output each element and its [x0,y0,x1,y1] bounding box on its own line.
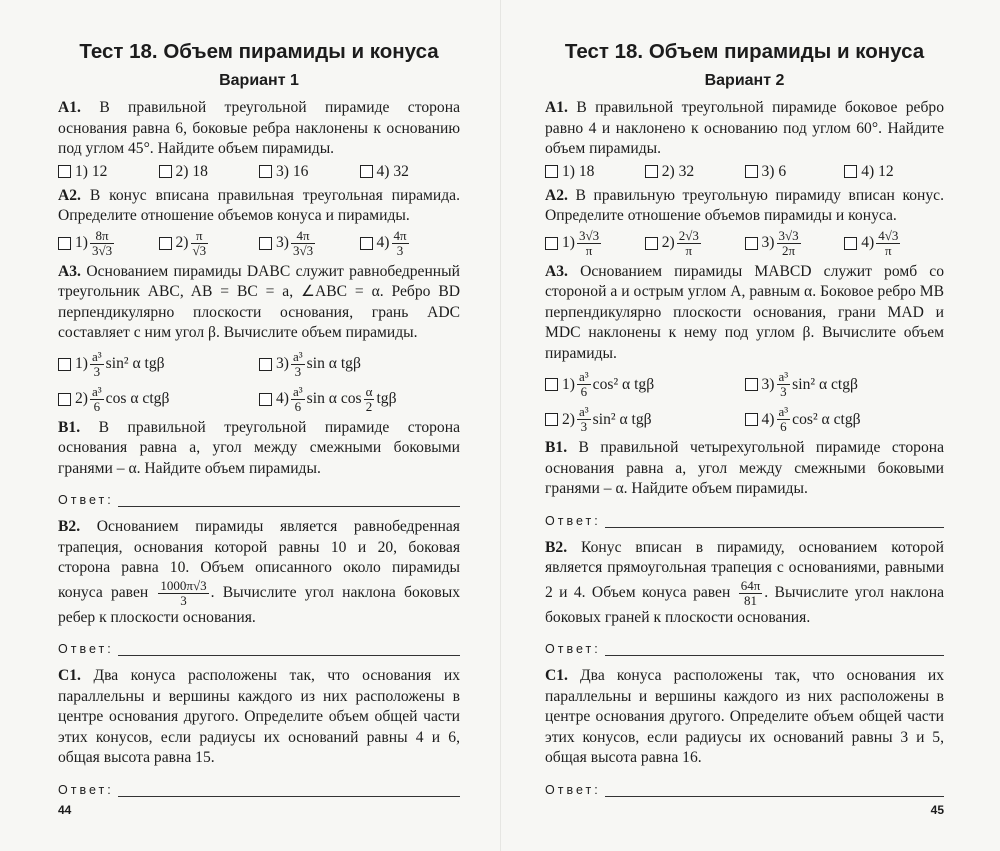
checkbox[interactable] [545,237,558,250]
denominator: 3 [180,592,187,608]
question-label: В1. [58,418,81,436]
question-text: Основанием пирамиды является равнобедренная трапеция, основания которой равны 10 и 20, боковая сторона равна 10. Объем описанного около пирамиды конуса равен [58,518,460,601]
option-expression: tgβ [376,390,397,407]
checkbox[interactable] [259,237,272,250]
answer-field-b2[interactable] [58,642,460,656]
a1-option-2[interactable] [159,162,260,182]
denominator: 6 [780,419,787,434]
fraction [577,370,591,399]
question-text: Основанием пирамиды DABC служит равнобедренный треугольник ABC, AB = BC = a, ∠ABC = α. Ребро BD перпендикулярно плоскости основания, грань ADC составляет с ним угол β. Вычислите объем пирамиды. [58,262,460,341]
option-label: 3) 16 [276,162,309,180]
checkbox[interactable] [645,237,658,250]
checkbox[interactable] [844,165,857,178]
fraction [291,229,315,258]
question-label: А3. [58,262,81,280]
a2-option-4[interactable] [844,229,944,258]
fraction [191,229,209,258]
page-number: 44 [58,803,72,817]
answer-label: Ответ: [58,642,114,656]
fraction [777,405,791,434]
option-number: 3) [276,234,289,251]
checkbox[interactable] [159,165,172,178]
fraction [777,370,791,399]
answer-field-b1[interactable] [58,493,460,507]
answer-label: Ответ: [545,782,601,797]
fraction [90,385,104,414]
checkbox[interactable] [259,393,272,406]
question-a2 [545,186,944,227]
answer-field-c1[interactable] [545,783,944,797]
question-text: Основанием пирамиды MABCD служит ромб со стороной a и острым углом A, равным α. Боковое ребро MB перпендикулярно плоскости основания, грани MAD и MDC наклонены к нему под углом β. Вычислите объем пирамиды. [545,262,944,362]
checkbox[interactable] [745,165,758,178]
answer-line[interactable] [118,783,460,797]
checkbox[interactable] [58,393,71,406]
answer-line[interactable] [605,642,944,656]
fraction [90,350,104,379]
option-number: 3) [761,234,775,251]
question-label: А1. [545,99,568,116]
a3-option-3[interactable] [745,370,945,399]
fraction [577,405,591,434]
question-text: . Вычислите угол наклона боковых граней к плоскости основания. [545,583,944,626]
fraction [90,229,114,258]
a2-options [58,229,460,258]
checkbox[interactable] [58,237,71,250]
question-text: Два конуса расположены так, что основания их параллельны и вершины каждого из них расположены в центре основания другого. Определите объем общей части этих конусов, если радиусы их оснований равны 3 и 5, общая высота равна 16. [545,667,944,766]
question-label: А3. [545,262,568,280]
fraction [876,229,900,258]
option-label: 4) 32 [376,162,409,180]
option-number: 2) [562,410,575,428]
checkbox[interactable] [360,165,373,178]
a2-option-3[interactable] [745,229,845,258]
answer-line[interactable] [118,642,460,656]
a3-option-3[interactable] [259,350,460,379]
checkbox[interactable] [58,358,71,371]
a2-option-4[interactable] [360,229,461,258]
option-expression: sin² α tgβ [105,355,165,372]
question-b1 [545,438,944,500]
question-label: В2. [545,538,568,556]
denominator: √3 [192,242,207,258]
answer-field-c1[interactable] [58,783,460,797]
a3-option-2[interactable] [58,385,259,414]
a1-option-1[interactable] [58,162,159,182]
option-number: 4) [376,234,390,251]
checkbox[interactable] [745,413,758,426]
a3-option-1[interactable] [58,350,259,379]
denominator: π [585,242,593,258]
a3-options-row2 [545,405,944,434]
numerator: 3√3 [778,227,799,243]
question-a3 [58,262,460,344]
question-label: А1. [58,99,81,116]
numerator: 4π [291,229,315,244]
option-number: 1) [562,375,575,393]
checkbox[interactable] [58,165,71,178]
a3-option-4[interactable] [745,405,945,434]
a1-option-2[interactable] [645,162,745,182]
fraction [392,229,409,258]
checkbox[interactable] [259,165,272,178]
answer-label: Ответ: [58,782,114,797]
option-expression: sin² α ctgβ [792,375,858,393]
question-label: В2. [58,518,81,535]
denominator: 2 [365,398,373,414]
a2-option-1[interactable] [58,229,159,258]
checkbox[interactable] [159,237,172,250]
answer-line[interactable] [605,783,944,797]
answer-label: Ответ: [545,513,601,528]
option-number: 4) [861,234,875,251]
answer-label: Ответ: [545,642,601,656]
denominator: 3 [294,363,302,379]
option-number: 3) [761,375,775,393]
question-b2 [58,517,460,628]
numerator: a³ [579,404,589,419]
question-text: Два конуса расположены так, что основания их параллельны и вершины каждого из них расположены в центре основания другого. Определите объем общей части этих конусов, если радиусы их оснований равны 4 и 6, общая высота равна 15. [58,667,460,766]
a2-option-3[interactable] [259,229,360,258]
checkbox[interactable] [545,413,558,426]
question-label: В1. [545,439,568,456]
option-number: 2) [75,390,88,407]
question-text: . Вычислите угол наклона боковых ребер к плоскости основания. [58,583,460,626]
numerator: a³ [778,369,789,384]
a1-option-4[interactable] [360,162,461,182]
fraction [158,579,208,608]
answer-line[interactable] [118,493,460,507]
right-page [500,0,1000,851]
a3-options-row1 [58,350,460,379]
numerator: a³ [92,348,102,364]
question-a3 [545,262,944,365]
option-number: 1) [75,355,88,372]
question-text: В правильной треугольной пирамиде сторона основания равна a, угол между смежными боковыми гранями – α. Найдите объем пирамиды. [58,418,460,477]
numerator: 4√3 [878,227,899,243]
numerator: a³ [293,383,303,399]
page-title: Тест 18. Объем пирамиды и конуса [79,40,439,63]
option-label: 2) 18 [175,162,208,180]
numerator: a³ [92,383,102,399]
fraction [739,579,763,608]
question-label: С1. [545,667,568,684]
option-number: 2) [175,234,189,251]
variant-heading: Вариант 1 [219,72,299,89]
answer-field-b1[interactable] [545,514,944,528]
denominator: 3 [396,242,404,258]
question-text: В правильной четырехугольной пирамиде сторона основания равна a, угол между смежными боковыми гранями – α. Найдите объем пирамиды. [545,439,945,497]
option-expression: sin α cos [306,390,362,407]
question-a1 [58,98,460,160]
a3-option-4[interactable] [259,385,460,414]
denominator: 6 [294,398,302,414]
fraction [577,229,601,258]
a3-options-row1 [545,370,944,399]
option-number: 3) [276,355,289,372]
question-text: В правильной треугольной пирамиде сторона основания равна 6, боковые ребра наклонены к основанию под углом 45°. Найдите объем пирамиды. [58,99,460,157]
a1-option-3[interactable] [745,162,845,182]
option-label: 4) 12 [861,162,894,180]
denominator: 3 [780,384,787,399]
numerator: 2√3 [678,227,699,243]
question-c1 [545,666,944,769]
denominator: 6 [580,384,588,399]
denominator: π [885,242,892,258]
fraction [777,229,801,258]
denominator: 2π [782,242,796,258]
denominator: π [685,242,693,258]
a1-options [545,162,944,182]
checkbox[interactable] [745,237,758,250]
numerator: 4π [393,227,407,243]
checkbox[interactable] [844,237,857,250]
question-label: С1. [58,667,81,684]
a1-options [58,162,460,182]
answer-field-b2[interactable] [545,642,944,656]
denominator: 3 [93,363,101,379]
option-number: 2) [661,234,675,251]
option-label: 1) 12 [75,162,108,180]
checkbox[interactable] [360,237,373,250]
a3-option-1[interactable] [545,370,745,399]
question-b2 [545,538,944,629]
numerator: a³ [778,404,789,419]
answer-line[interactable] [605,514,944,528]
option-label: 1) 18 [562,162,595,180]
numerator: α [365,383,373,399]
option-expression: sin² α tgβ [592,410,652,428]
question-text: В конус вписана правильная треугольная пирамида. Определите отношение объемов конуса и пирамиды. [58,186,460,224]
question-label: А2. [58,186,81,204]
denominator: 3√3 [92,242,113,258]
numerator: a³ [293,348,303,364]
a3-options-row2 [58,385,460,414]
checkbox[interactable] [259,358,272,371]
option-expression: sin α tgβ [306,355,361,372]
numerator: 3√3 [579,227,600,243]
question-text: В правильную треугольную пирамиду вписан конус. Определите отношение объемов пирамиды и конуса. [545,186,944,224]
option-expression: cos² α ctgβ [792,410,861,428]
checkbox[interactable] [545,165,558,178]
question-a1 [545,98,944,160]
question-c1 [58,666,460,769]
fraction [364,385,375,414]
denominator: 3 [580,419,588,434]
option-number: 4) [276,390,289,407]
variant-heading: Вариант 2 [704,72,785,89]
numerator: 1000π√3 [160,577,207,593]
fraction [291,385,305,414]
option-label: 3) 6 [761,162,787,180]
page-title: Тест 18. Объем пирамиды и конуса [564,40,925,63]
option-number: 4) [761,410,775,428]
checkbox[interactable] [745,378,758,391]
option-expression: cos α ctgβ [105,390,170,407]
a2-option-1[interactable] [545,229,645,258]
a1-option-3[interactable] [259,162,360,182]
page-number: 45 [930,803,944,817]
option-number: 1) [562,234,575,251]
denominator: 3√3 [293,242,314,258]
question-text: Конус вписан в пирамиду, основанием которой является прямоугольная трапеция с основаниями, равными 2 и 4. Объем конуса равен [545,538,944,601]
question-text: В правильной треугольной пирамиде боковое ребро равно 4 и наклонено к основанию под углом 60°. Найдите объем пирамиды. [545,99,944,157]
denominator: 81 [743,592,757,608]
option-number: 1) [75,234,88,251]
numerator: π [191,229,209,244]
denominator: 6 [93,398,101,414]
numerator: 8π [90,229,114,244]
answer-label: Ответ: [58,493,114,507]
a2-option-2[interactable] [645,229,745,258]
a1-option-1[interactable] [545,162,645,182]
numerator: a³ [579,369,589,384]
fraction [291,350,305,379]
fraction [677,229,701,258]
checkbox[interactable] [545,378,558,391]
question-b1 [58,418,460,480]
a2-options [545,229,944,258]
a2-option-2[interactable] [159,229,260,258]
a3-option-2[interactable] [545,405,745,434]
question-label: А2. [545,186,568,204]
option-expression: cos² α tgβ [592,375,655,393]
a1-option-4[interactable] [844,162,944,182]
numerator: 64π [740,577,761,593]
option-label: 2) 32 [661,162,695,180]
question-a2 [58,186,460,227]
checkbox[interactable] [645,165,658,178]
